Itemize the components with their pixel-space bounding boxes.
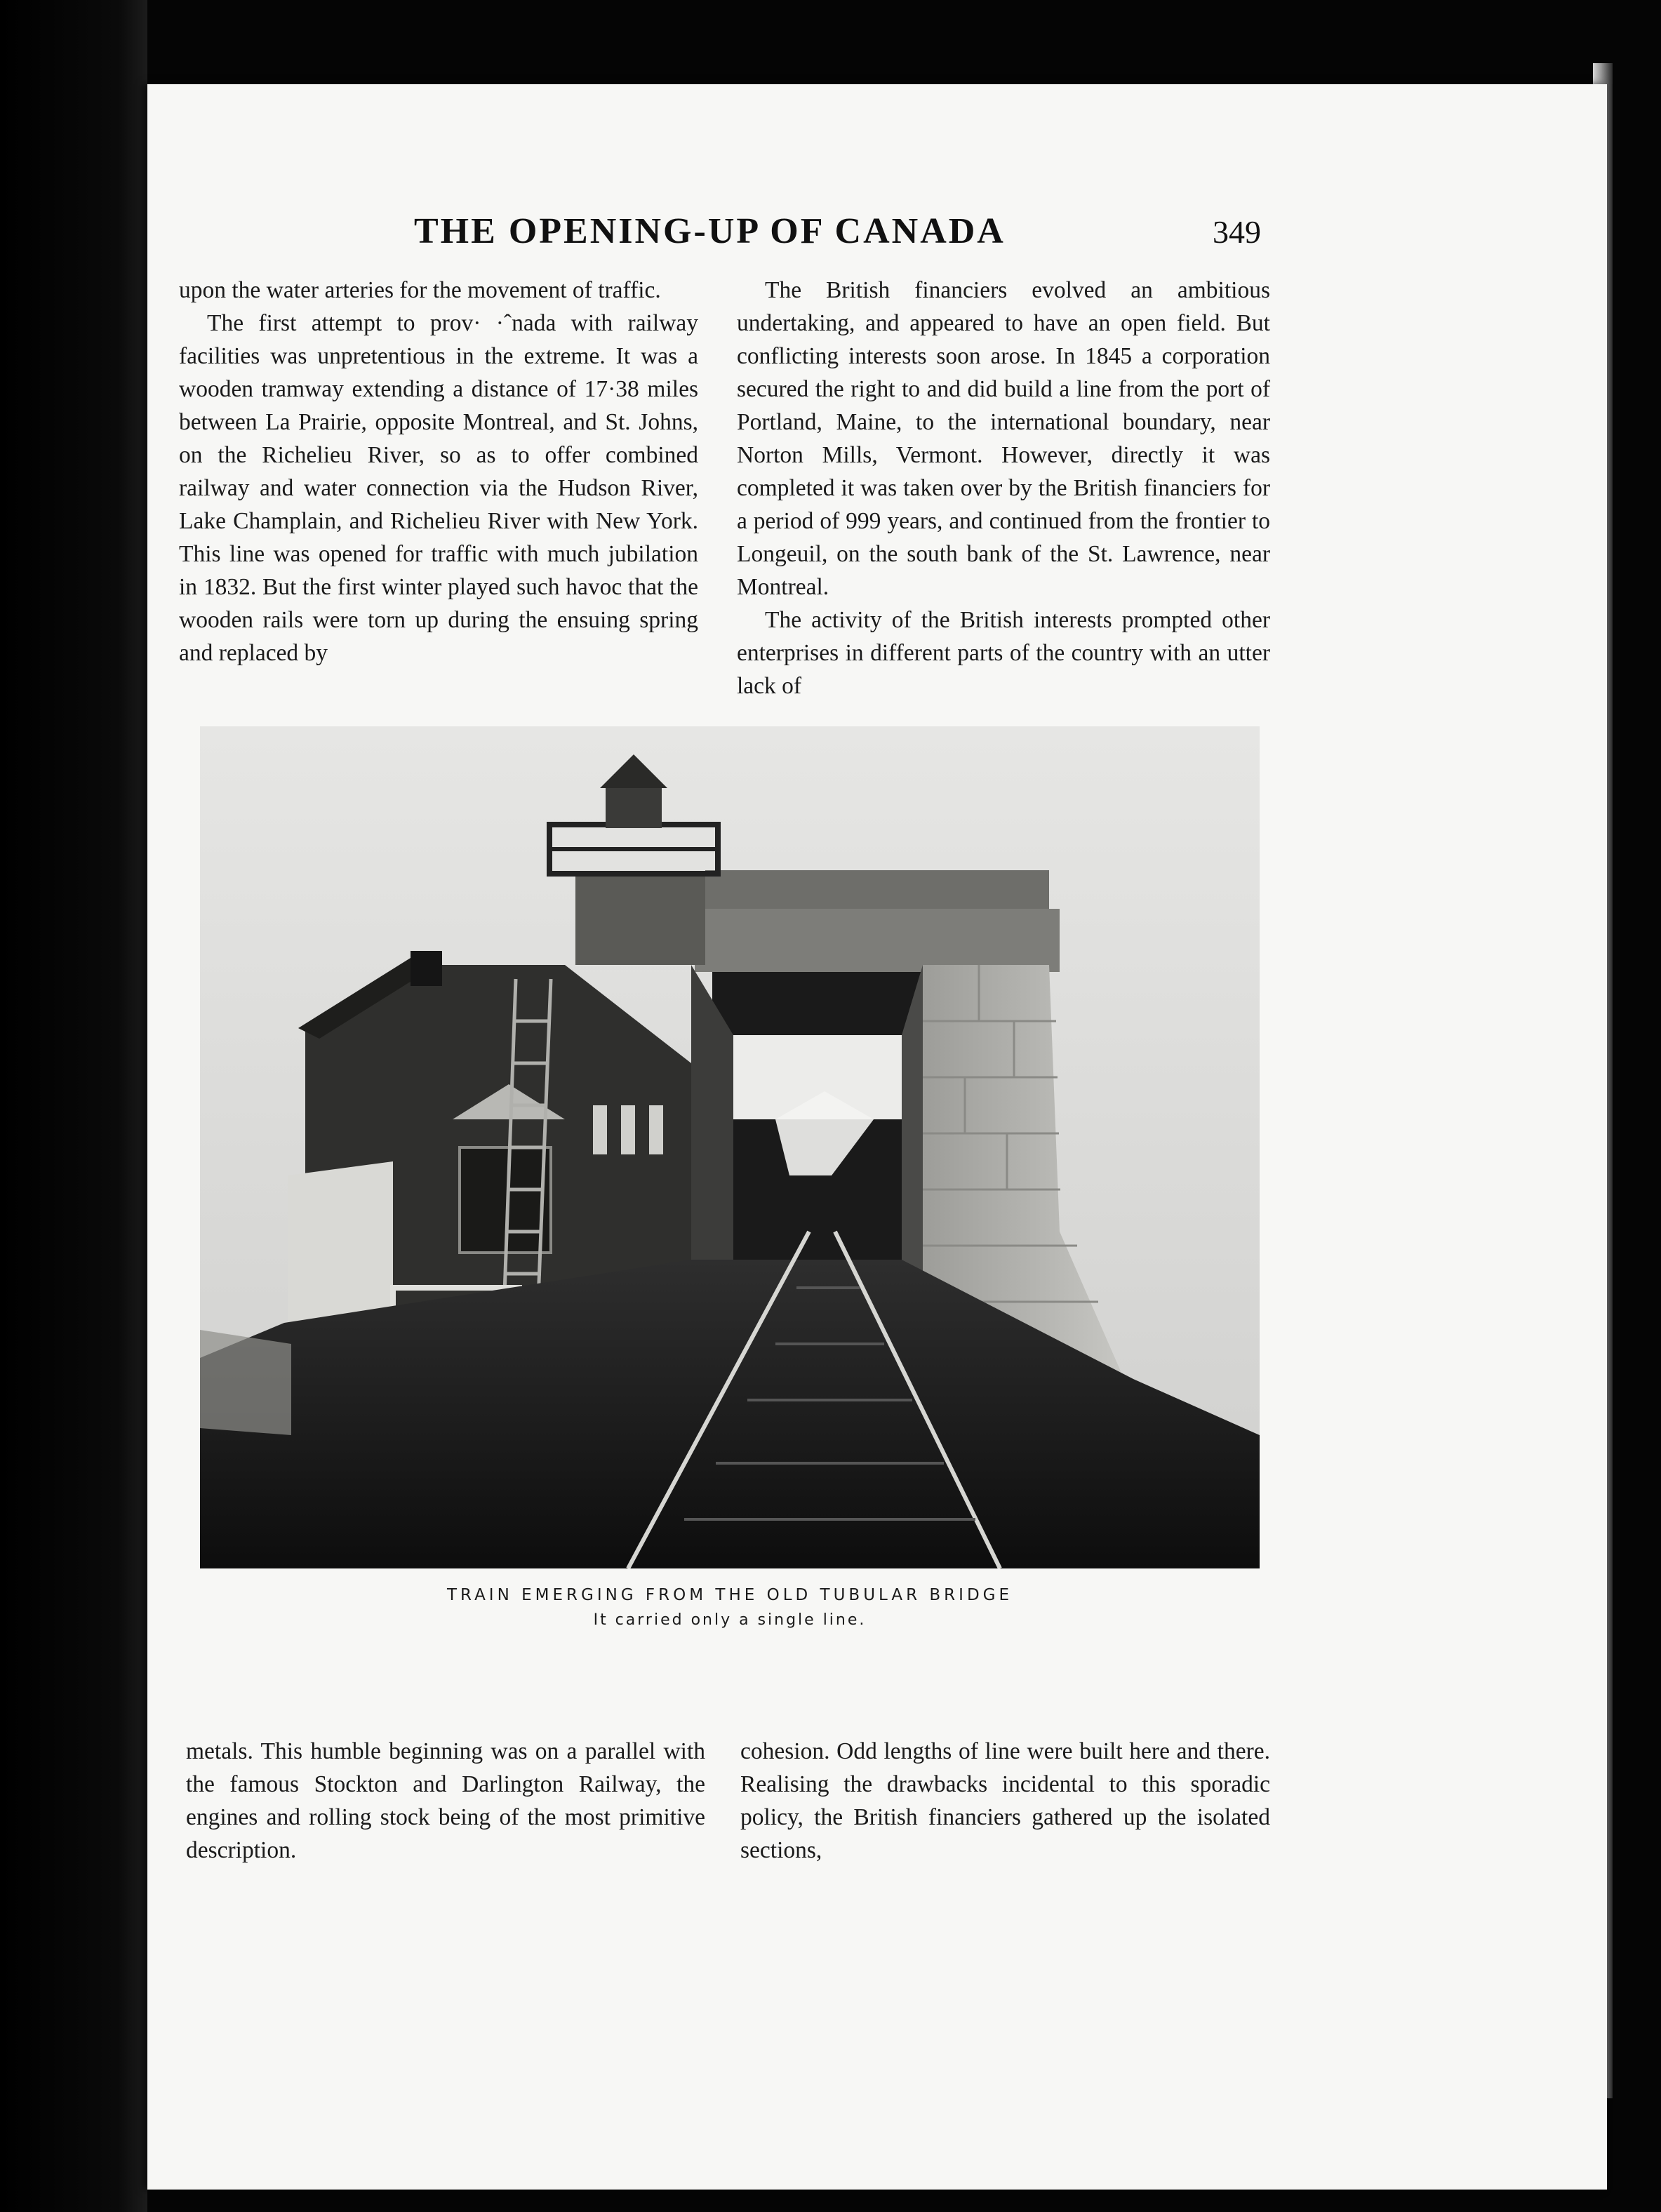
paragraph: The first attempt to prov· ·ˆnada with railway facilities was unpretentious in the extreme. It was a wooden tramway extending a distance of 17·38 miles between La Prairie, opposite Montreal, and St. Johns, on the Richelieu River, so as to offer combined railway and water connection via the Hudson River, Lake Champlain, and Richelieu River with New York. This line was opened for traffic with much jubilation in 1832. But the first winter played such havoc that the wooden rails were torn up during the ensuing spring and replaced by — [179, 310, 698, 666]
paragraph: The British financiers evolved an ambitious undertaking, and appeared to have an open field. But conflicting interests soon arose. In 1845 a corporation secured the right to and did build a line from the port of Portland, Maine, to the international boundary, near Norton Mills, Vermont. However, directly it was completed it was taken over by the British financiers for a period of 999 years, and continued from the frontier to Longeuil, on the south bank of the St. Lawrence, near Montreal. — [737, 277, 1270, 600]
caption-title: TRAIN EMERGING FROM THE OLD TUBULAR BRIDGE — [446, 1586, 1013, 1604]
paragraph: cohesion. Odd lengths of line were built here and there. Realising the drawbacks incidental to this sporadic policy, the British financiers gathered up the isolated sections, — [740, 1738, 1270, 1863]
running-header — [0, 211, 1460, 267]
header-title: THE OPENING-UP OF CANADA — [414, 211, 1006, 251]
paragraph: The activity of the British interests prompted other enterprises in different parts of the country with an utter lack of — [737, 607, 1270, 699]
paragraph: metals. This humble beginning was on a parallel with the famous Stockton and Darlington Railway, the engines and rolling stock being of the most primitive description. — [186, 1738, 705, 1863]
text-column-bottom-left — [186, 1735, 705, 1867]
bridge-photograph — [200, 726, 1260, 1568]
text-column-top-left — [179, 274, 698, 669]
paragraph: upon the water arteries for the movement of traffic. — [179, 277, 661, 303]
caption-subtitle: It carried only a single line. — [593, 1611, 867, 1629]
figure-caption — [200, 1583, 1260, 1633]
text-column-top-right — [737, 274, 1270, 702]
text-column-bottom-right — [740, 1735, 1270, 1867]
page-number: 349 — [1213, 214, 1261, 250]
book-binding-shadow — [0, 0, 147, 2212]
bridge-photo-illustration — [200, 726, 1260, 1568]
